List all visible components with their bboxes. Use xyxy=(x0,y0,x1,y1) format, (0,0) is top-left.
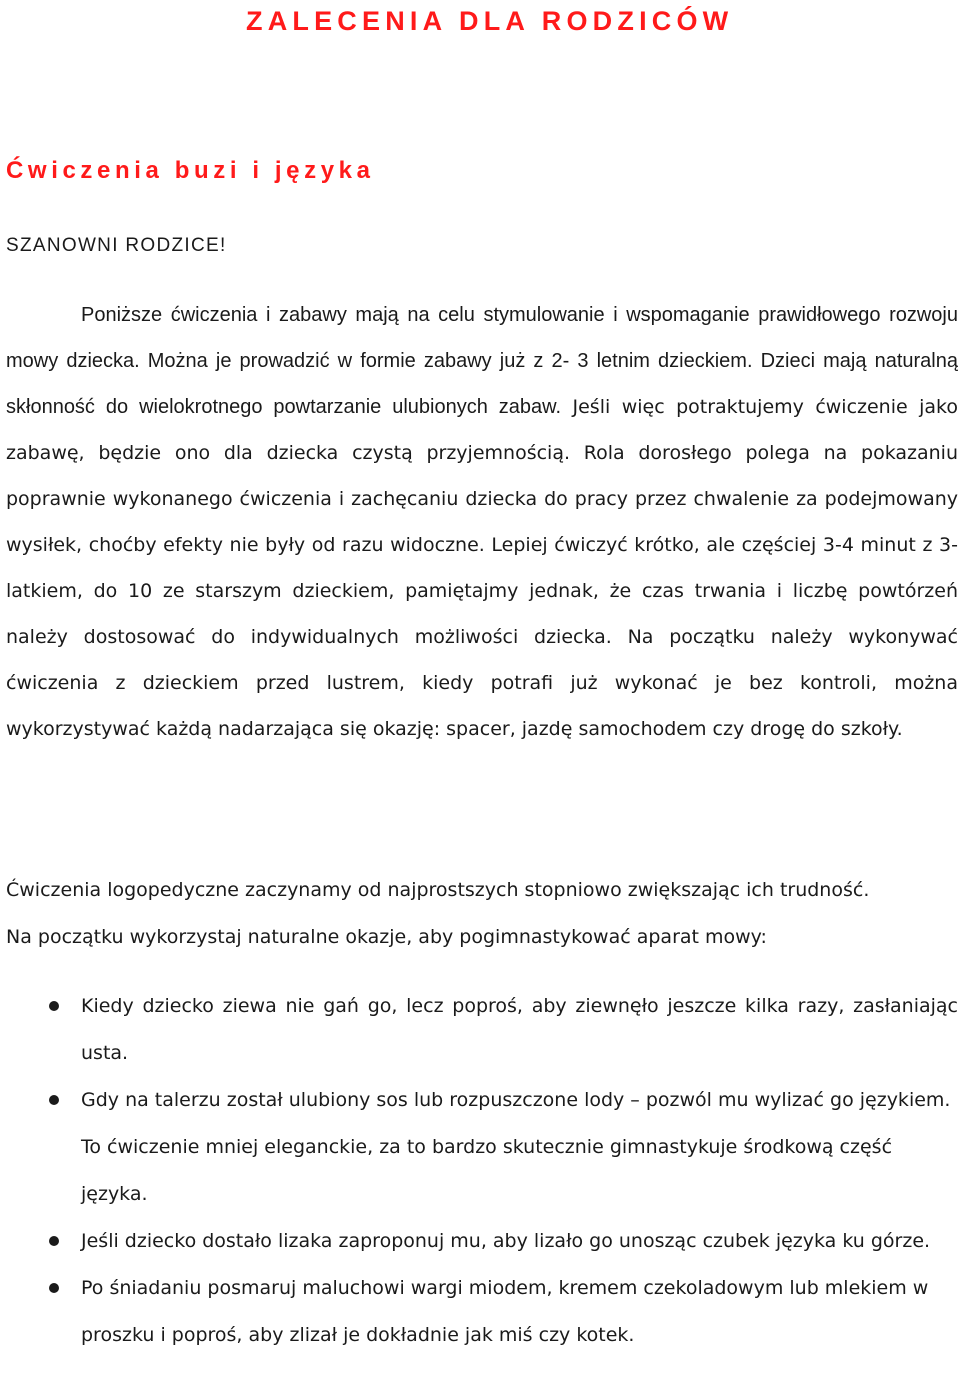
exercises-intro xyxy=(6,867,960,961)
intro-text-part2: Jeśli więc potraktujemy ćwiczenie jako zabawę, będzie ono dla dziecka czystą przyjemnością. xyxy=(6,396,959,464)
bullet-icon xyxy=(49,1236,59,1246)
list-item xyxy=(6,1218,958,1265)
bullet-icon xyxy=(49,1095,59,1105)
exercises-intro-line2: Na początku wykorzystaj naturalne okazje, aby pogimnastykować aparat mowy: xyxy=(6,926,767,948)
intro-paragraph xyxy=(6,292,958,752)
section-title: Ćwiczenia buzi i języka xyxy=(6,157,375,184)
list-item-text: Po śniadaniu posmaruj maluchowi wargi miodem, kremem czekoladowym lub mlekiem w proszku i poproś, aby zlizał je dokładnie jak miś czy kotek. xyxy=(81,1277,929,1346)
list-item xyxy=(6,1077,958,1218)
list-item-text: Kiedy dziecko ziewa nie gań go, lecz poproś, aby ziewnęło jeszcze kilka razy, zasłaniając usta. xyxy=(81,995,958,1064)
list-item xyxy=(6,1265,958,1359)
intro-text-part1: Poniższe ćwiczenia i zabawy mają na celu stymulowanie i wspomaganie prawidłowego rozwoju mowy dziecka. Można je prowadzić w formie zabawy już z 2- 3 letnim dzieckiem. Dzieci mają naturalną skłonność do wielokrotnego powtarzanie ulubionych zabaw. xyxy=(6,304,958,418)
document-title: ZALECENIA DLA RODZICÓW xyxy=(246,6,734,36)
exercises-intro-line1: Ćwiczenia logopedyczne zaczynamy od najprostszych stopniowo zwiększając ich trudność. xyxy=(6,879,870,901)
list-item-text: Gdy na talerzu został ulubiony sos lub rozpuszczone lody – pozwól mu wylizać go językiem. To ćwiczenie mniej eleganckie, za to bardzo skutecznie gimnastykuje środkową część języka. xyxy=(81,1089,951,1205)
greeting: SZANOWNI RODZICE! xyxy=(6,235,227,256)
intro-text-part3: Rola dorosłego polega na pokazaniu poprawnie wykonanego ćwiczenia i zachęcaniu dziecka do pracy przez chwalenie za podejmowany wysiłek, choćby efekty nie były od razu widoczne. Lepiej ćwiczyć krótko, ale częściej 3-4 minut z 3-latkiem, do 10 ze starszym dzieckiem, pamiętajmy jednak, że czas trwania i liczbę powtórzeń należy dostosować do indywidualnych możliwości dziecka. Na początku należy wykonywać ćwiczenia z dzieckiem przed lustrem, kiedy potrafi już wykonać je bez kontroli, można wykorzystywać każdą nadarzająca się okazję: spacer, jazdę samochodem czy drogę do szkoły. xyxy=(6,442,958,740)
list-item-text: Jeśli dziecko dostało lizaka zaproponuj mu, aby lizało go unosząc czubek języka ku górze. xyxy=(81,1230,931,1252)
tips-list xyxy=(6,983,958,1359)
bullet-icon xyxy=(49,1001,59,1011)
list-item xyxy=(6,983,958,1077)
bullet-icon xyxy=(49,1283,59,1293)
